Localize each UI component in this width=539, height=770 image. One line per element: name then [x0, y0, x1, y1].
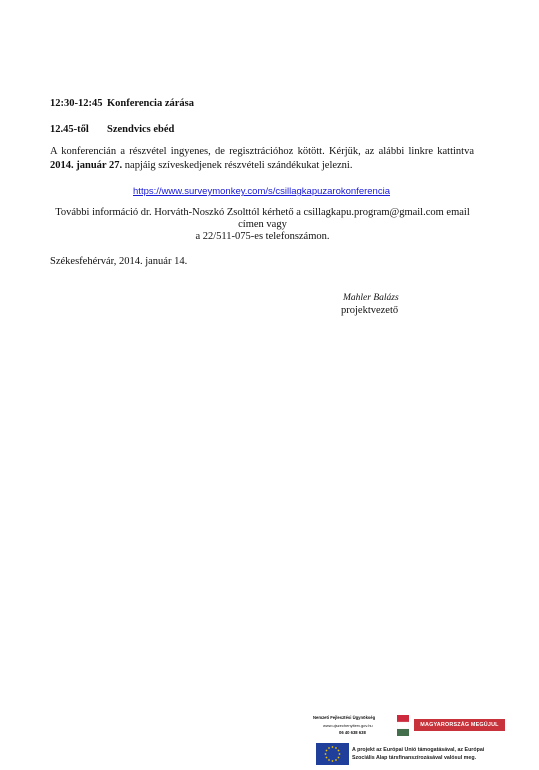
schedule-time: 12:30-12:45 [50, 98, 103, 109]
agency-name: Nemzeti Fejlesztési Ügynökség [313, 715, 376, 720]
registration-text-end: napjáig szíveskedjenek részvételi szándékukat jelezni. [124, 159, 353, 171]
schedule-time: 12.45-től [50, 124, 89, 135]
eu-funding-line: Szociális Alap társfinanszírozásával valósul meg. [352, 755, 477, 761]
contact-line: a 22/511-075-es telefonszámon. [195, 231, 330, 242]
agency-url: www.ujszechenyiterv.gov.hu [323, 723, 373, 728]
schedule-label: Konferencia zárása [107, 98, 194, 109]
link-row [0, 181, 539, 199]
brand-banner: MAGYARORSZÁG MEGÚJUL [414, 719, 505, 731]
registration-paragraph [50, 145, 474, 172]
signature-title: projektvezető [341, 305, 399, 316]
schedule-row [50, 98, 350, 112]
contact-line: címen vagy [238, 219, 287, 230]
contact-block [30, 207, 495, 243]
eu-flag-icon [316, 743, 349, 765]
deadline-date: 2014. január 27. [50, 159, 123, 171]
place-date: Székesfehérvár, 2014. január 14. [50, 256, 188, 267]
footer-logos [313, 712, 513, 766]
schedule-row [50, 124, 350, 138]
registration-text: A konferencián a részvétel ingyenes, de regisztrációhoz kötött. Kérjük, az alábbi linkre kattintva [50, 146, 474, 157]
contact-line: További információ dr. Horváth-Noszkó Zsolttól kérhető a csillagkapu.program@gmail.com email [55, 207, 470, 218]
signature-name: Mahler Balázs [343, 293, 399, 303]
eu-funding-text [352, 746, 484, 762]
eu-funding-line: A projekt az Európai Unió támogatásával, az Európai [352, 747, 485, 753]
schedule-label: Szendvics ebéd [107, 124, 175, 135]
hungary-flag-icon [397, 715, 409, 736]
survey-link[interactable]: https://www.surveymonkey.com/s/csillagkapuzarokonferencia [133, 186, 390, 197]
agency-phone: 06 40 638 638 [339, 730, 366, 735]
